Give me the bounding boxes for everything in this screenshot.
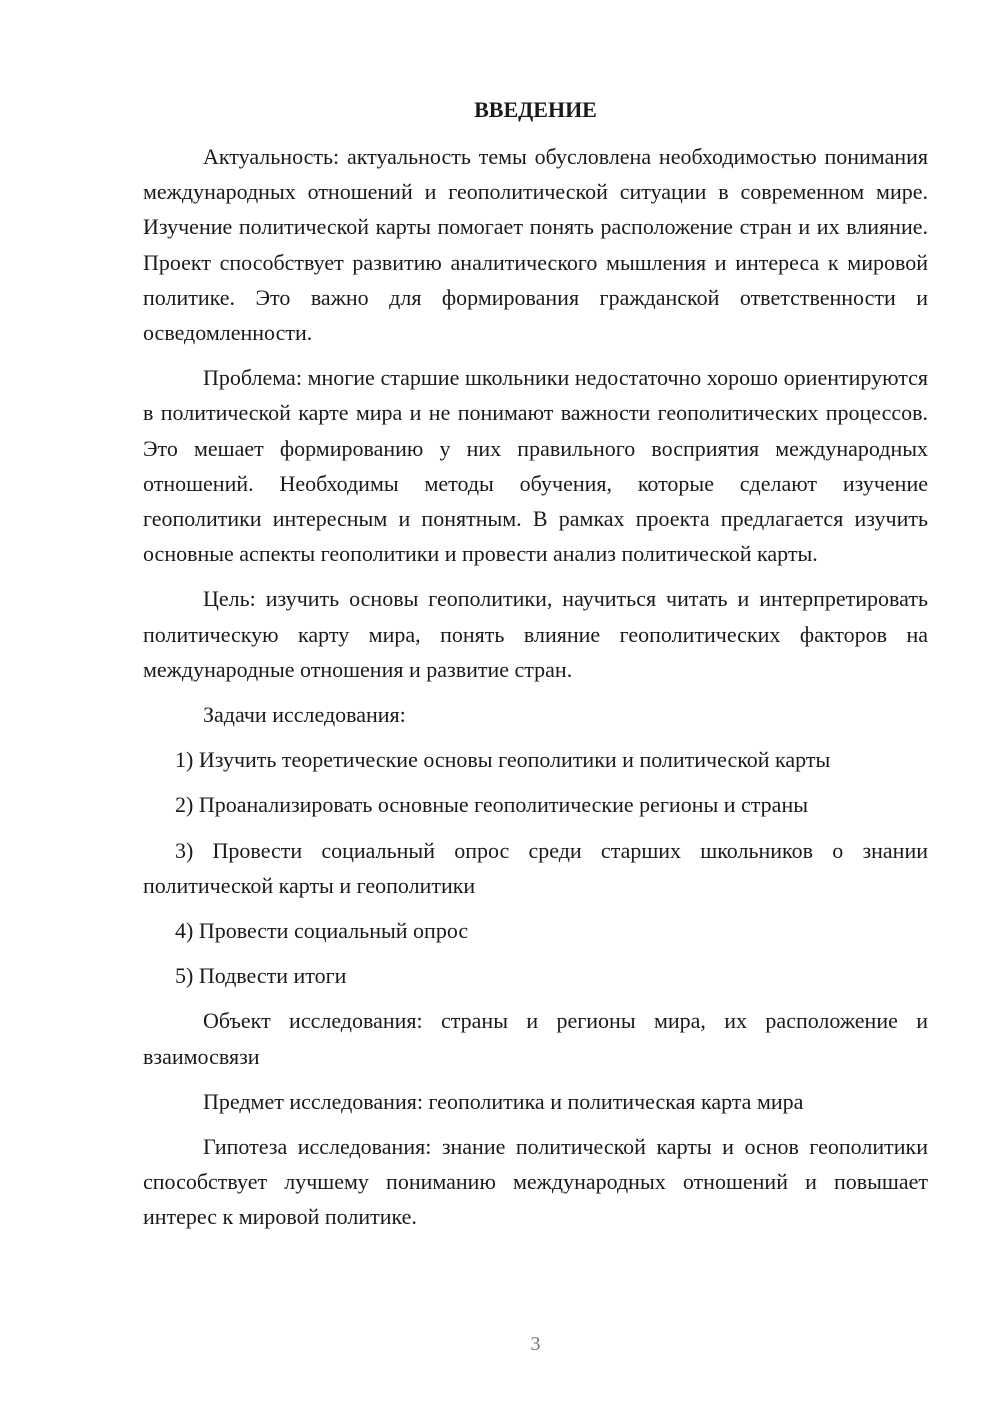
tasks-title: Задачи исследования: <box>203 702 406 728</box>
subject-paragraph: Предмет исследования: геополитика и политическая карта мира <box>203 1088 804 1114</box>
task-item: 4) Провести социальный опрос <box>175 918 469 944</box>
hypothesis-paragraph: Гипотеза исследования: знание политической карты и основ геополитики способствует лучшему пониманию международных отношений и повышает интерес к мировой политике. <box>143 1134 928 1230</box>
task-item: 2) Проанализировать основные геополитические регионы и страны <box>175 792 809 818</box>
page-number: 3 <box>530 1333 541 1355</box>
object-paragraph: Объект исследования: страны и регионы мира, их расположение и взаимосвязи <box>143 1008 928 1069</box>
problem-paragraph: Проблема: многие старшие школьники недостаточно хорошо ориентируются в политической карте мира и не понимают важности геополитических процессов. Это мешает формированию у них правильного восприятия международных отношений. Необходимы методы обучения, которые сделают изучение геополитики интересным и понятным. В рамках проекта предлагается изучить основные аспекты геополитики и провести анализ политической карты. <box>143 365 928 567</box>
document-page <box>143 95 928 1245</box>
task-item: 5) Подвести итоги <box>175 963 347 989</box>
relevance-paragraph: Актуальность: актуальность темы обусловлена необходимостью понимания международных отношений и геополитической ситуации в современном мире. Изучение политической карты помогает понять расположение стран и их влияние. Проект способствует развитию аналитического мышления и интереса к мировой политике. Это важно для формирования гражданской ответственности и осведомленности. <box>143 144 928 346</box>
task-item: 1) Изучить теоретические основы геополитики и политической карты <box>175 747 831 773</box>
task-item: 3) Провести социальный опрос среди старших школьников о знании политической карты и геополитики <box>143 837 928 898</box>
section-title: ВВЕДЕНИЕ <box>474 97 597 122</box>
goal-paragraph: Цель: изучить основы геополитики, научиться читать и интерпретировать политическую карту мира, понять влияние геополитических факторов на международные отношения и развитие стран. <box>143 586 928 682</box>
